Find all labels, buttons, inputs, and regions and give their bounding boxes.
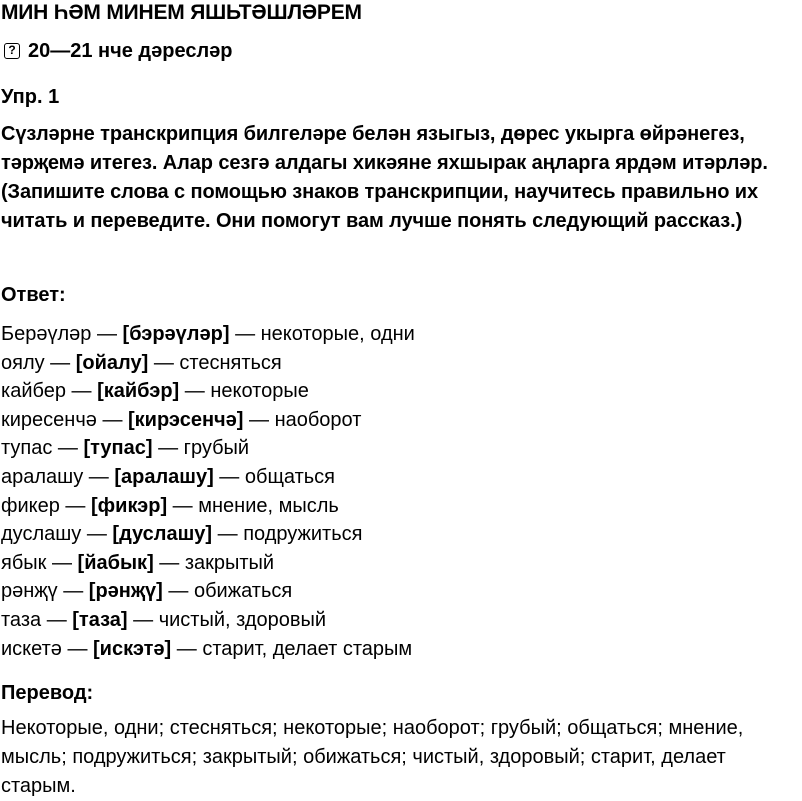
vocab-separator: — bbox=[46, 551, 78, 574]
vocab-separator: — bbox=[65, 380, 98, 403]
vocab-transcription: [искэтә] bbox=[93, 637, 172, 660]
vocab-separator: — bbox=[96, 408, 129, 431]
vocab-separator: — bbox=[127, 608, 159, 631]
vocab-meaning: наоборот bbox=[274, 408, 362, 431]
vocab-separator: — bbox=[167, 494, 199, 517]
vocab-meaning: закрытый bbox=[184, 551, 275, 574]
vocab-separator: — bbox=[213, 465, 245, 488]
vocab-transcription: [бэрәүләр] bbox=[122, 323, 230, 345]
vocabulary-list bbox=[1, 320, 415, 663]
vocab-separator: — bbox=[148, 351, 180, 374]
vocab-row bbox=[1, 492, 415, 521]
page-title: МИН ҺӘМ МИНЕМ ЯШЬТӘШЛӘРЕМ bbox=[1, 1, 362, 24]
vocab-transcription: [дуслашу] bbox=[112, 523, 213, 546]
vocab-meaning: общаться bbox=[244, 465, 336, 488]
translation-heading: Перевод: bbox=[1, 682, 94, 704]
vocab-separator: — bbox=[52, 437, 84, 460]
vocab-separator: — bbox=[83, 465, 115, 488]
vocab-word: Берәүләр bbox=[1, 323, 92, 345]
vocab-row bbox=[1, 463, 415, 492]
answer-heading: Ответ: bbox=[1, 284, 66, 306]
vocab-row bbox=[1, 434, 415, 463]
vocab-separator: — bbox=[243, 408, 275, 431]
vocab-separator: — bbox=[61, 637, 94, 660]
vocab-transcription: [кирэсенчә] bbox=[128, 408, 244, 431]
task-text: Сүзләрне транскрипция билгеләре белән языгыз, дөрес укырга өйрәнегез, тәрҗемә итегез. Алар сезгә алдагы хикәяне яхшырак аңларга ярдәм итәрләр. (Запишите слова с помощью знаков транскрипции, научитесь правильно их читать и переведите. Они помогут вам лучше понять следующий рассказ.) bbox=[1, 123, 768, 232]
vocab-meaning: мнение, мысль bbox=[198, 494, 339, 517]
vocab-separator: — bbox=[41, 608, 73, 631]
vocab-meaning: некоторые, одни bbox=[260, 323, 415, 345]
vocab-word: аралашу bbox=[1, 465, 84, 488]
vocab-word: рәнҗү bbox=[1, 580, 58, 603]
vocab-word: искетә bbox=[1, 637, 62, 660]
vocab-row bbox=[1, 635, 415, 664]
vocab-word: кайбер bbox=[1, 380, 66, 403]
vocab-word: таза bbox=[1, 608, 42, 631]
vocab-row bbox=[1, 377, 415, 406]
vocab-row bbox=[1, 349, 415, 378]
vocab-separator: — bbox=[162, 580, 194, 603]
vocab-row bbox=[1, 549, 415, 578]
translation-text: Некоторые, одни; стесняться; некоторые; наоборот; грубый; общаться; мнение, мысль; подружиться; закрытый; обижаться; чистый, здоровый; старит, делает старым. bbox=[1, 717, 744, 797]
vocab-meaning: чистый, здоровый bbox=[158, 608, 327, 631]
vocab-separator: — bbox=[44, 351, 76, 374]
vocab-word: киресенчә bbox=[1, 408, 97, 431]
vocab-word: фикер bbox=[1, 494, 60, 517]
vocab-word: тупас bbox=[1, 437, 53, 460]
vocab-meaning: грубый bbox=[183, 437, 250, 460]
vocab-meaning: подружиться bbox=[243, 523, 363, 546]
vocab-transcription: [рәнҗү] bbox=[88, 580, 163, 603]
vocab-row bbox=[1, 320, 415, 349]
vocab-separator: — bbox=[152, 437, 184, 460]
lesson-label: 20—21 нче дәресләр bbox=[28, 40, 233, 62]
vocab-separator: — bbox=[229, 323, 261, 345]
vocab-row bbox=[1, 577, 415, 606]
vocab-separator: — bbox=[153, 551, 185, 574]
vocab-transcription: [йабык] bbox=[77, 551, 154, 574]
vocab-meaning: стесняться bbox=[179, 351, 282, 374]
vocab-row bbox=[1, 406, 415, 435]
vocab-transcription: [тупас] bbox=[83, 437, 153, 460]
vocab-word: оялу bbox=[1, 351, 45, 374]
vocab-separator: — bbox=[179, 380, 211, 403]
vocab-separator: — bbox=[91, 323, 123, 345]
lesson-header bbox=[1, 38, 232, 64]
vocab-separator: — bbox=[81, 523, 113, 546]
vocab-separator: — bbox=[212, 523, 244, 546]
vocab-transcription: [ойалу] bbox=[75, 351, 149, 374]
vocab-transcription: [кайбэр] bbox=[97, 380, 180, 403]
vocab-separator: — bbox=[171, 637, 203, 660]
vocab-meaning: некоторые bbox=[210, 380, 309, 403]
vocab-meaning: обижаться bbox=[193, 580, 293, 603]
vocab-separator: — bbox=[59, 494, 91, 517]
vocab-transcription: [фикэр] bbox=[90, 494, 168, 517]
vocab-row bbox=[1, 520, 415, 549]
vocab-word: дуслашу bbox=[1, 523, 82, 546]
question-box-icon: ? bbox=[4, 43, 20, 59]
exercise-number: Упр. 1 bbox=[1, 86, 60, 108]
vocab-meaning: старит, делает старым bbox=[202, 637, 413, 660]
vocab-separator: — bbox=[57, 580, 89, 603]
vocab-transcription: [аралашу] bbox=[114, 465, 214, 488]
vocab-word: ябык bbox=[1, 551, 47, 574]
vocab-row bbox=[1, 606, 415, 635]
vocab-transcription: [таза] bbox=[72, 608, 128, 631]
